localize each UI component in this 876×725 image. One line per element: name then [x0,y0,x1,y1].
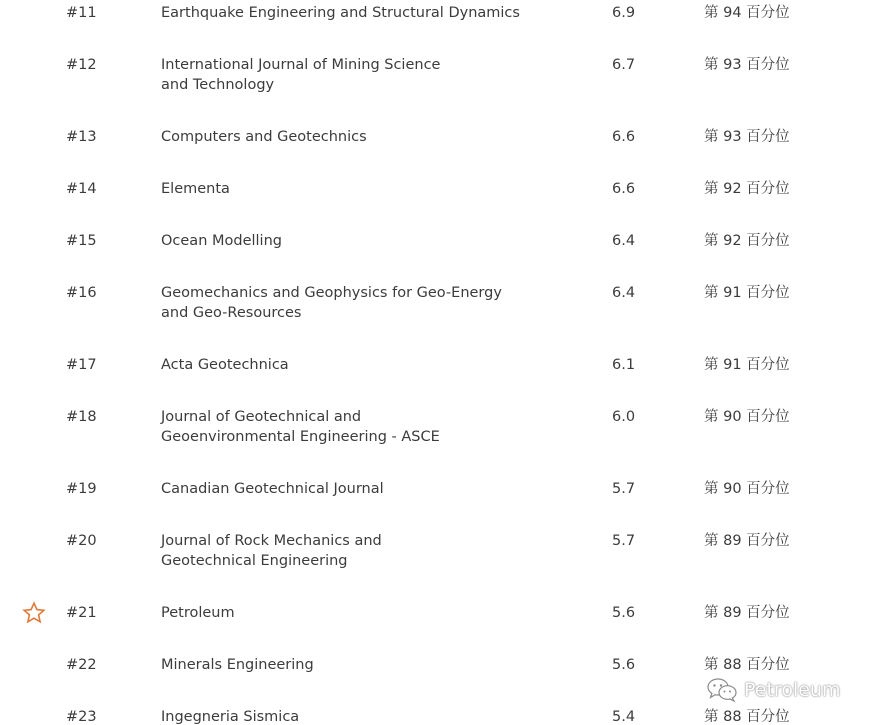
journal-title[interactable]: Minerals Engineering [161,657,314,673]
rank-number: #13 [66,129,97,145]
ranking-row [0,704,876,725]
percentile-label: 第 90 百分位 [704,409,790,425]
wechat-icon [706,677,738,703]
percentile-label: 第 92 百分位 [704,181,790,197]
ranking-row [0,176,876,228]
percentile-label: 第 88 百分位 [704,657,790,673]
citescore-value: 6.6 [612,129,636,145]
ranking-row [0,404,876,476]
journal-title[interactable]: Earthquake Engineering and Structural Dynamics [161,5,520,21]
percentile-label: 第 88 百分位 [704,709,790,725]
citescore-value: 5.7 [612,481,636,497]
rank-number: #14 [66,181,97,197]
watermark-text: Petroleum [744,679,841,701]
journal-title[interactable]: Petroleum [161,605,235,621]
journal-title[interactable]: Ingegneria Sismica [161,709,300,725]
citescore-value: 6.9 [612,5,636,21]
citescore-value: 5.6 [612,605,636,621]
rank-number: #15 [66,233,97,249]
rank-number: #11 [66,5,97,21]
rank-number: #12 [66,57,97,73]
journal-title[interactable]: Acta Geotechnica [161,357,289,373]
percentile-label: 第 94 百分位 [704,5,790,21]
journal-title[interactable]: Journal of Geotechnical and Geoenvironmental Engineering - ASCE [161,409,440,445]
citescore-value: 6.7 [612,57,636,73]
ranking-row-highlighted [0,600,876,652]
citescore-value: 6.1 [612,357,636,373]
citescore-value: 6.4 [612,285,636,301]
journal-title[interactable]: Canadian Geotechnical Journal [161,481,384,497]
percentile-label: 第 92 百分位 [704,233,790,249]
journal-title[interactable]: Journal of Rock Mechanics and Geotechnical Engineering [161,533,382,569]
percentile-label: 第 93 百分位 [704,129,790,145]
percentile-label: 第 91 百分位 [704,285,790,301]
journal-title[interactable]: Ocean Modelling [161,233,282,249]
rank-number: #21 [66,605,97,621]
percentile-label: 第 91 百分位 [704,357,790,373]
percentile-label: 第 93 百分位 [704,57,790,73]
watermark [706,677,840,703]
percentile-label: 第 89 百分位 [704,533,790,549]
rank-number: #16 [66,285,97,301]
rank-number: #23 [66,709,97,725]
ranking-row [0,528,876,600]
citescore-value: 5.4 [612,709,636,725]
ranking-row [0,280,876,352]
citescore-value: 6.6 [612,181,636,197]
citescore-value: 6.0 [612,409,636,425]
journal-title[interactable]: Elementa [161,181,230,197]
ranking-row [0,228,876,280]
citescore-value: 5.6 [612,657,636,673]
citescore-value: 6.4 [612,233,636,249]
ranking-row [0,52,876,124]
journal-title[interactable]: Computers and Geotechnics [161,129,367,145]
journal-title[interactable]: International Journal of Mining Science and Technology [161,57,441,93]
ranking-row [0,476,876,528]
ranking-row [0,124,876,176]
rank-number: #18 [66,409,97,425]
journal-title[interactable]: Geomechanics and Geophysics for Geo-Energy and Geo-Resources [161,285,502,321]
ranking-row [0,0,876,52]
rank-number: #20 [66,533,97,549]
ranking-row [0,352,876,404]
percentile-label: 第 89 百分位 [704,605,790,621]
rank-number: #19 [66,481,97,497]
star-outline-icon [22,601,46,625]
rank-number: #17 [66,357,97,373]
rank-number: #22 [66,657,97,673]
citescore-value: 5.7 [612,533,636,549]
percentile-label: 第 90 百分位 [704,481,790,497]
